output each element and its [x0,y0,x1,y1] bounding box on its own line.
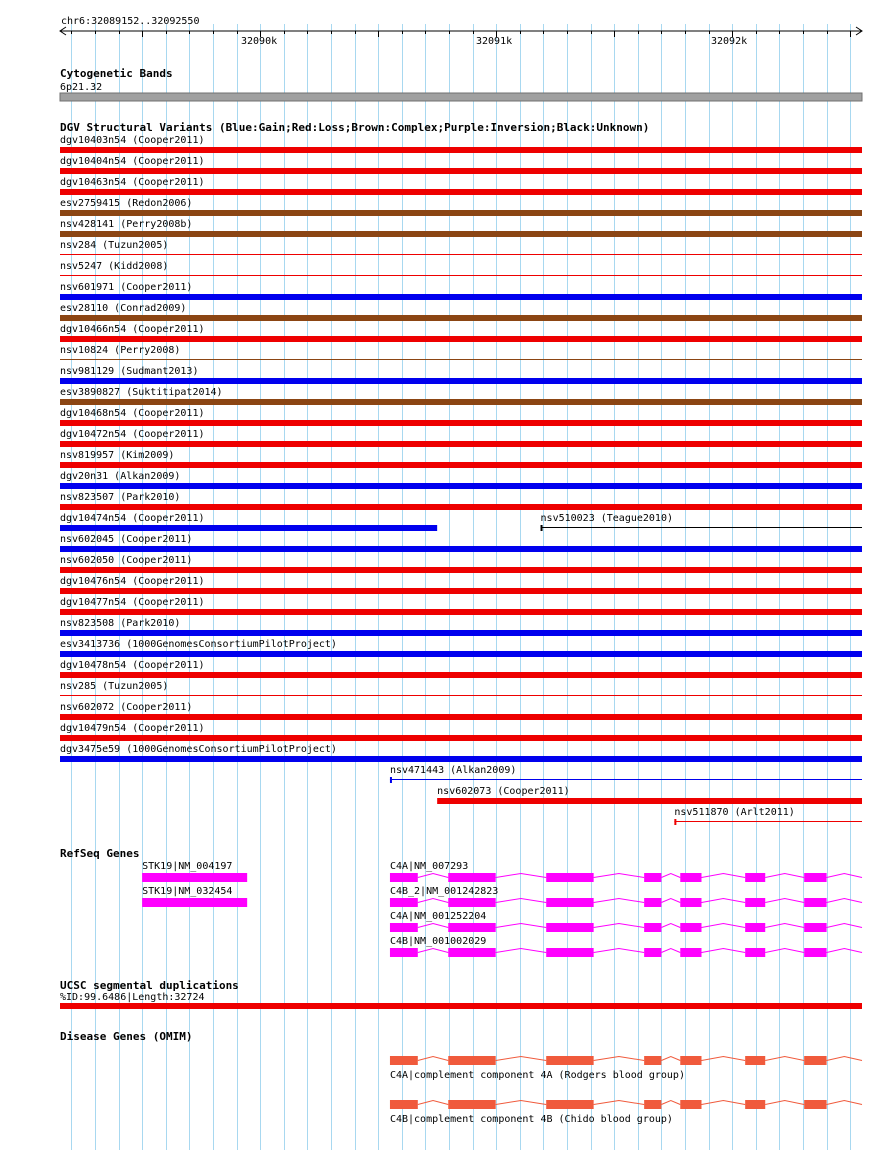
gene-label: STK19|NM_032454 [142,886,233,897]
exon[interactable] [546,898,593,907]
track-title: Cytogenetic Bands [60,67,173,80]
intron [594,1057,645,1061]
intron [661,899,680,903]
track-title: UCSC segmental duplications [60,979,239,992]
exon[interactable] [680,873,701,882]
intron [661,1101,680,1105]
intron [418,1057,448,1061]
intron [827,874,862,878]
variant-label: esv2759415 (Redon2006) [60,198,193,209]
exon[interactable] [644,1100,661,1109]
variant-label: nsv981129 (Sudmant2013) [60,366,199,377]
exon[interactable] [745,873,765,882]
intron [765,899,804,903]
exon[interactable] [680,1056,701,1065]
disease-gene-label: C4B|complement component 4B (Chido blood group) [389,1114,673,1125]
track-segmental-duplications [60,979,862,1009]
variant-label: nsv602045 (Cooper2011) [60,534,193,545]
exon[interactable] [804,1056,826,1065]
variant-label: esv3413736 (1000GenomesConsortiumPilotProject) [60,639,337,650]
intron [594,899,645,903]
variant-label: nsv510023 (Teague2010) [540,513,673,524]
intron [418,924,448,928]
intron [702,899,746,903]
exon[interactable] [448,873,495,882]
intron [702,924,746,928]
intron [418,949,448,953]
track-cytogenetic-bands [60,67,862,101]
variant-label: nsv602073 (Cooper2011) [437,786,570,797]
gene-label: C4A|NM_001252204 [389,911,487,922]
segdup-bar[interactable] [60,1003,862,1009]
coordinate-ruler [60,16,862,47]
exon[interactable] [745,923,765,932]
variant-start-marker [674,819,676,825]
intron [661,924,680,928]
exon[interactable] [546,1100,593,1109]
variant-label: nsv284 (Tuzun2005) [60,240,169,251]
variant-bar[interactable] [60,651,862,657]
exon[interactable] [546,873,593,882]
exon[interactable] [390,923,418,932]
variant-label: nsv285 (Tuzun2005) [60,681,169,692]
tick-label: 32090k [241,36,278,47]
variant-label: nsv602072 (Cooper2011) [60,702,193,713]
exon[interactable] [680,923,701,932]
variant-label: nsv823507 (Park2010) [60,492,181,503]
exon[interactable] [546,948,593,957]
exon[interactable] [142,898,247,907]
variant-label: dgv10474n54 (Cooper2011) [60,513,205,524]
intron [418,899,448,903]
variant-bar[interactable] [60,735,862,741]
exon[interactable] [644,948,661,957]
intron [702,1101,746,1105]
variant-label: dgv10466n54 (Cooper2011) [60,324,205,335]
variant-label: nsv823508 (Park2010) [60,618,181,629]
gene-label: C4B_2|NM_001242823 [389,886,499,897]
track-dgv-structural-variants [60,121,862,825]
exon[interactable] [644,898,661,907]
exon[interactable] [546,923,593,932]
variant-bar[interactable] [60,378,862,384]
exon[interactable] [804,1100,826,1109]
variant-label: nsv819957 (Kim2009) [60,450,175,461]
variant-label: dgv10404n54 (Cooper2011) [60,156,205,167]
exon[interactable] [448,1056,495,1065]
exon[interactable] [546,1056,593,1065]
intron [765,1101,804,1105]
exon[interactable] [390,873,418,882]
region-label: chr6:32089152..32092550 [61,16,200,27]
variant-bar[interactable] [60,336,862,342]
exon[interactable] [390,948,418,957]
exon[interactable] [745,898,765,907]
exon[interactable] [448,923,495,932]
segdup-label: %ID:99.6486|Length:32724 [60,992,205,1003]
variant-bar[interactable] [60,672,862,678]
exon[interactable] [644,1056,661,1065]
variant-bar[interactable] [60,441,862,447]
gene-label: STK19|NM_004197 [142,861,233,872]
exon[interactable] [680,1100,701,1109]
variant-bar[interactable] [60,231,862,237]
variant-label: nsv471443 (Alkan2009) [389,765,517,776]
variant-bar[interactable] [60,210,862,216]
variant-start-marker [541,525,543,531]
variant-bar[interactable] [60,504,862,510]
variant-bar[interactable] [60,399,862,405]
track-title: RefSeq Genes [60,847,140,860]
track-title: DGV Structural Variants (Blue:Gain;Red:Loss;Brown:Complex;Purple:Inversion;Black:Unknown) [60,121,650,134]
variant-label: nsv5247 (Kidd2008) [60,261,169,272]
variant-label: dgv20n31 (Alkan2009) [60,471,181,482]
exon[interactable] [142,873,247,882]
variant-label: dgv10479n54 (Cooper2011) [60,723,205,734]
exon[interactable] [448,1100,495,1109]
variant-label: dgv3475e59 (1000GenomesConsortiumPilotProject) [60,744,337,755]
intron [661,949,680,953]
intron [827,899,862,903]
intron [594,949,645,953]
variant-bar[interactable] [60,609,862,615]
variant-bar[interactable] [60,294,862,300]
intron [594,874,645,878]
intron [827,1057,862,1061]
exon[interactable] [680,948,701,957]
intron [594,1101,645,1105]
exon[interactable] [644,873,661,882]
intron [661,874,680,878]
variant-bar[interactable] [60,315,862,321]
exon[interactable] [448,948,495,957]
variant-label: nsv428141 (Perry2008b) [60,219,193,230]
intron [765,949,804,953]
disease-gene-label: C4A|complement component 4A (Rodgers blood group) [389,1070,685,1081]
gene-label: C4A|NM_007293 [389,861,469,872]
variant-label: dgv10463n54 (Cooper2011) [60,177,205,188]
intron [765,874,804,878]
cyto-band-label: 6p21.32 [60,82,103,93]
variant-bar[interactable] [437,798,862,804]
variant-label: dgv10478n54 (Cooper2011) [60,660,205,671]
tick-label: 32091k [476,36,513,47]
variant-label: dgv10472n54 (Cooper2011) [60,429,205,440]
variant-bar[interactable] [60,567,862,573]
exon[interactable] [644,923,661,932]
exon[interactable] [390,898,418,907]
track-refseq-genes [60,847,862,957]
exon[interactable] [680,898,701,907]
variant-label: nsv601971 (Cooper2011) [60,282,193,293]
exon[interactable] [804,948,826,957]
intron [661,1057,680,1061]
variant-bar[interactable] [60,588,862,594]
variant-bar[interactable] [60,714,862,720]
variant-bar[interactable] [60,546,862,552]
intron [702,949,746,953]
exon[interactable] [448,898,495,907]
intron [418,874,448,878]
intron [765,924,804,928]
variant-label: nsv511870 (Arlt2011) [674,807,795,818]
tick-label: 32092k [711,36,748,47]
exon[interactable] [390,1056,418,1065]
exon[interactable] [804,898,826,907]
exon[interactable] [390,1100,418,1109]
variant-label: esv3890827 (Suktitipat2014) [60,387,223,398]
variant-bar[interactable] [60,147,862,153]
intron [418,1101,448,1105]
exon[interactable] [804,873,826,882]
exon[interactable] [745,1100,765,1109]
exon[interactable] [804,923,826,932]
variant-bar[interactable] [60,483,862,489]
cyto-band-bar[interactable] [60,93,862,101]
track-title: Disease Genes (OMIM) [60,1030,193,1043]
exon[interactable] [745,948,765,957]
intron [827,949,862,953]
variant-bar[interactable] [60,630,862,636]
variant-start-marker [390,777,392,783]
variant-bar[interactable] [60,420,862,426]
intron [765,1057,804,1061]
track-disease-genes-omim [60,1030,862,1125]
variant-label: nsv10824 (Perry2008) [60,345,181,356]
variant-bar[interactable] [60,168,862,174]
intron [827,1101,862,1105]
variant-bar[interactable] [60,756,862,762]
variant-bar[interactable] [60,462,862,468]
variant-label: dgv10476n54 (Cooper2011) [60,576,205,587]
variant-label: nsv602050 (Cooper2011) [60,555,193,566]
intron [702,1057,746,1061]
variant-bar[interactable] [60,189,862,195]
intron [594,924,645,928]
exon[interactable] [745,1056,765,1065]
gene-label: C4B|NM_001002029 [389,936,487,947]
intron [702,874,746,878]
variant-label: dgv10468n54 (Cooper2011) [60,408,205,419]
variant-label: dgv10403n54 (Cooper2011) [60,135,205,146]
variant-bar[interactable] [60,525,437,531]
variant-label: esv28110 (Conrad2009) [60,303,187,314]
intron [827,924,862,928]
variant-label: dgv10477n54 (Cooper2011) [60,597,205,608]
